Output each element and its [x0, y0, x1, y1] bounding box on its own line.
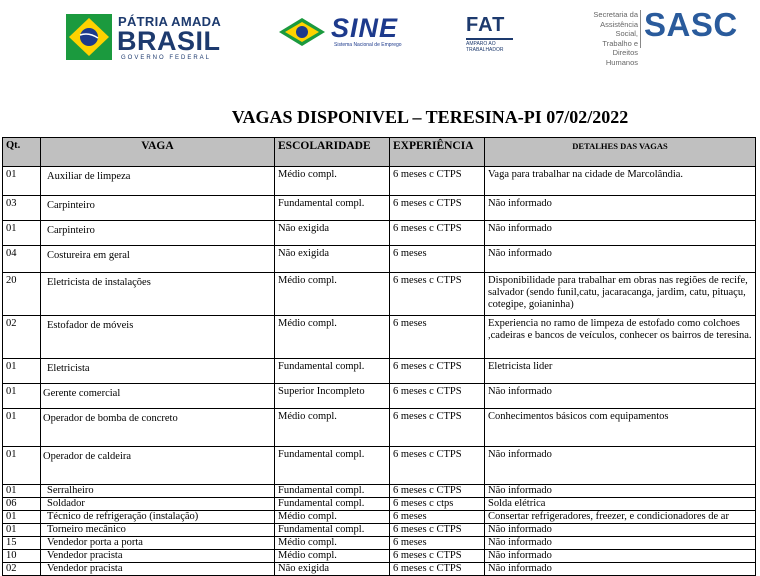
header-qt: Qt. — [3, 138, 41, 167]
cell-vaga: Auxiliar de limpeza — [41, 167, 275, 196]
table-row — [3, 485, 756, 498]
cell-detalhes: Eletricista lider — [485, 359, 756, 384]
cell-detalhes: Não informado — [485, 196, 756, 221]
cell-escolaridade: Fundamental compl. — [275, 485, 390, 498]
cell-experiencia: 6 meses c CTPS — [390, 359, 485, 384]
cell-detalhes: Não informado — [485, 447, 756, 485]
cell-experiencia: 6 meses — [390, 537, 485, 550]
brasil-flag-icon — [66, 14, 112, 60]
cell-vaga: Estofador de móveis — [41, 316, 275, 359]
cell-vaga: Vendedor pracista — [41, 550, 275, 563]
table-row — [3, 221, 756, 246]
table-row — [3, 273, 756, 316]
cell-vaga: Gerente comercial — [41, 384, 275, 409]
cell-vaga: Soldador — [41, 498, 275, 511]
fat-logo — [466, 14, 516, 53]
cell-experiencia: 6 meses c CTPS — [390, 563, 485, 576]
cell-detalhes: Não informado — [485, 384, 756, 409]
cell-detalhes: Consertar refrigeradores, freezer, e condicionadores de ar — [485, 511, 756, 524]
cell-qt: 10 — [3, 550, 41, 563]
cell-detalhes: Solda elétrica — [485, 498, 756, 511]
cell-vaga: Técnico de refrigeração (instalação) — [41, 511, 275, 524]
header-experiencia: EXPERIÊNCIA — [390, 138, 485, 167]
cell-qt: 01 — [3, 447, 41, 485]
cell-qt: 01 — [3, 409, 41, 447]
table-row — [3, 196, 756, 221]
cell-escolaridade: Médio compl. — [275, 409, 390, 447]
cell-qt: 01 — [3, 359, 41, 384]
header-detalhes: DETALHES DAS VAGAS — [485, 138, 756, 167]
cell-escolaridade: Não exigida — [275, 246, 390, 273]
cell-qt: 01 — [3, 384, 41, 409]
fat-logo-subtitle — [466, 41, 504, 53]
cell-experiencia: 6 meses c CTPS — [390, 524, 485, 537]
sasc-line3: Trabalho e — [602, 38, 638, 48]
cell-vaga: Eletricista de instalações — [41, 273, 275, 316]
table-row — [3, 511, 756, 524]
cell-qt: 01 — [3, 221, 41, 246]
sine-logo-subtitle: Sistema Nacional de Emprego — [334, 42, 402, 48]
header-escolaridade: ESCOLARIDADE — [275, 138, 390, 167]
cell-vaga: Eletricista — [41, 359, 275, 384]
cell-experiencia: 6 meses c CTPS — [390, 550, 485, 563]
cell-experiencia: 6 meses — [390, 246, 485, 273]
cell-experiencia: 6 meses c CTPS — [390, 384, 485, 409]
sine-logo — [279, 13, 424, 50]
sasc-logo-divider — [640, 10, 641, 48]
cell-detalhes: Não informado — [485, 524, 756, 537]
brasil-logo-line2: BRASIL — [117, 26, 221, 56]
cell-escolaridade: Não exigida — [275, 563, 390, 576]
cell-detalhes: Vaga para trabalhar na cidade de Marcolândia. — [485, 167, 756, 196]
table-row — [3, 359, 756, 384]
cell-escolaridade: Superior Incompleto — [275, 384, 390, 409]
cell-vaga: Carpinteiro — [41, 221, 275, 246]
cell-detalhes: Não informado — [485, 537, 756, 550]
table-row — [3, 498, 756, 511]
cell-qt: 03 — [3, 196, 41, 221]
cell-qt: 15 — [3, 537, 41, 550]
cell-escolaridade: Fundamental compl. — [275, 524, 390, 537]
cell-detalhes: Experiencia no ramo de limpeza de estofado como colchoes ,cadeiras e bancos de veículos, conhecer os bairros de teresina. — [485, 316, 756, 359]
cell-detalhes: Não informado — [485, 563, 756, 576]
cell-escolaridade: Fundamental compl. — [275, 498, 390, 511]
page-title: VAGAS DISPONIVEL – TERESINA-PI 07/02/2022 — [231, 107, 629, 127]
sasc-logo — [580, 6, 750, 67]
cell-escolaridade: Médio compl. — [275, 550, 390, 563]
cell-qt: 02 — [3, 316, 41, 359]
cell-qt: 04 — [3, 246, 41, 273]
cell-vaga: Serralheiro — [41, 485, 275, 498]
vacancies-table — [2, 137, 756, 576]
cell-experiencia: 6 meses c CTPS — [390, 196, 485, 221]
cell-qt: 01 — [3, 167, 41, 196]
cell-experiencia: 6 meses c CTPS — [390, 409, 485, 447]
sasc-logo-text: SASC — [644, 6, 738, 43]
cell-detalhes: Não informado — [485, 221, 756, 246]
cell-detalhes: Não informado — [485, 550, 756, 563]
cell-detalhes: Conhecimentos básicos com equipamentos — [485, 409, 756, 447]
fat-subtitle-line2: TRABALHADOR — [466, 47, 504, 53]
cell-qt: 01 — [3, 524, 41, 537]
cell-vaga: Carpinteiro — [41, 196, 275, 221]
cell-qt: 02 — [3, 563, 41, 576]
cell-vaga: Operador de caldeira — [41, 447, 275, 485]
sasc-line4: Direitos Humanos — [605, 48, 638, 67]
cell-vaga: Vendedor pracista — [41, 563, 275, 576]
cell-experiencia: 6 meses — [390, 316, 485, 359]
table-row — [3, 447, 756, 485]
fat-logo-divider — [466, 38, 513, 40]
cell-escolaridade: Não exigida — [275, 221, 390, 246]
cell-escolaridade: Médio compl. — [275, 167, 390, 196]
sasc-logo-description — [580, 10, 638, 67]
fat-subtitle-line1: AMPARO AO — [466, 41, 496, 47]
cell-vaga: Vendedor porta a porta — [41, 537, 275, 550]
cell-detalhes: Não informado — [485, 485, 756, 498]
cell-escolaridade: Fundamental compl. — [275, 359, 390, 384]
cell-experiencia: 6 meses c CTPS — [390, 447, 485, 485]
cell-escolaridade: Fundamental compl. — [275, 196, 390, 221]
fat-logo-text: FAT — [466, 14, 506, 36]
brasil-logo-line3: GOVERNO FEDERAL — [121, 55, 212, 61]
patria-amada-brasil-logo — [66, 12, 222, 62]
table-row — [3, 537, 756, 550]
cell-experiencia: 6 meses c CTPS — [390, 273, 485, 316]
table-row — [3, 246, 756, 273]
cell-experiencia: 6 meses c CTPS — [390, 485, 485, 498]
cell-vaga: Costureira em geral — [41, 246, 275, 273]
sine-flag-icon — [279, 18, 325, 46]
cell-experiencia: 6 meses c CTPS — [390, 221, 485, 246]
sasc-line2: Assistência Social, — [600, 19, 638, 38]
table-row — [3, 384, 756, 409]
cell-detalhes: Não informado — [485, 246, 756, 273]
table-row — [3, 409, 756, 447]
cell-qt: 01 — [3, 485, 41, 498]
cell-experiencia: 6 meses — [390, 511, 485, 524]
cell-experiencia: 6 meses c CTPS — [390, 167, 485, 196]
cell-escolaridade: Médio compl. — [275, 273, 390, 316]
cell-qt: 06 — [3, 498, 41, 511]
table-row — [3, 563, 756, 576]
cell-vaga: Operador de bomba de concreto — [41, 409, 275, 447]
sasc-line1: Secretaria da — [593, 10, 638, 19]
cell-experiencia: 6 meses c ctps — [390, 498, 485, 511]
table-row — [3, 524, 756, 537]
cell-escolaridade: Fundamental compl. — [275, 447, 390, 485]
cell-escolaridade: Médio compl. — [275, 511, 390, 524]
cell-detalhes: Disponibilidade para trabalhar em obras nas regiões de recife, salvador (sendo funil,catu, jacaracanga, jardim, catu, pituaçu, cotegipe, goianinha) — [485, 273, 756, 316]
cell-escolaridade: Médio compl. — [275, 316, 390, 359]
sine-logo-text: SINE — [331, 13, 399, 43]
cell-qt: 01 — [3, 511, 41, 524]
header-vaga: VAGA — [41, 138, 275, 167]
table-header-row — [3, 138, 756, 167]
table-row — [3, 316, 756, 359]
table-row — [3, 167, 756, 196]
cell-qt: 20 — [3, 273, 41, 316]
cell-vaga: Torneiro mecânico — [41, 524, 275, 537]
brasil-logo-line1: PÁTRIA AMADA — [118, 14, 222, 29]
logo-header — [0, 0, 760, 70]
table-row — [3, 550, 756, 563]
cell-escolaridade: Médio compl. — [275, 537, 390, 550]
